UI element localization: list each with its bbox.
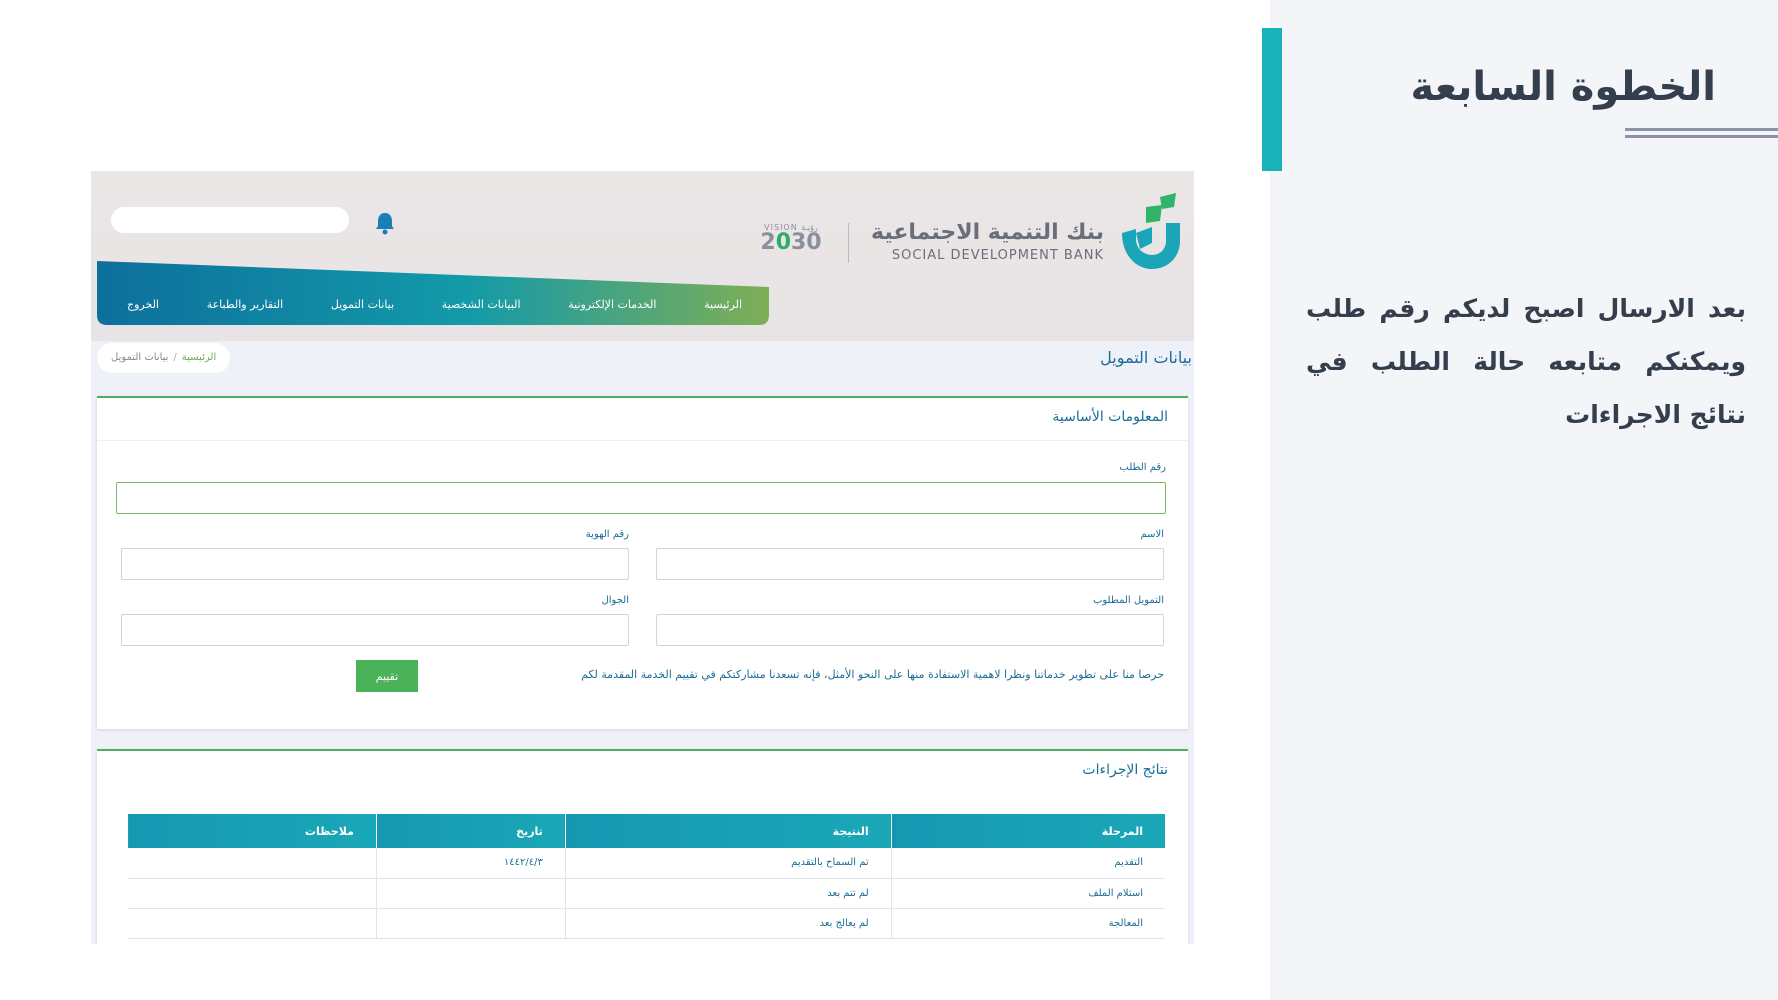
table-row (128, 848, 1166, 878)
procedure-results-title: نتائج الإجراءات (1082, 762, 1168, 778)
breadcrumb (97, 343, 230, 373)
date-cell: ١٤٤٢/٤/٣ (376, 848, 565, 878)
id-number-label: رقم الهوية (585, 529, 629, 540)
stage-cell: استلام الملف (891, 878, 1165, 908)
name-label: الاسم (1140, 529, 1164, 540)
nav-logout[interactable]: الخروج (127, 298, 159, 311)
page-title: بيانات التمويل (1100, 348, 1192, 367)
column-header-date: تاريخ (376, 814, 565, 848)
request-number-label: رقم الطلب (1119, 462, 1166, 473)
basic-info-title: المعلومات الأساسية (1052, 409, 1168, 425)
accent-bar (1262, 28, 1282, 171)
step-title: الخطوة السابعة (1410, 64, 1716, 110)
column-header-notes: ملاحظات (128, 814, 377, 848)
card-divider (97, 440, 1188, 441)
result-cell: تم السماح بالتقديم (565, 848, 891, 878)
search-input[interactable] (111, 207, 349, 233)
portal-screenshot (91, 171, 1194, 944)
breadcrumb-home[interactable]: الرئيسية (181, 352, 217, 363)
date-cell (376, 878, 565, 908)
financing-label: التمويل المطلوب (1092, 595, 1164, 606)
name-field[interactable] (656, 548, 1164, 580)
rating-prompt: حرصا منا على تطوير خدماتنا ونظرا لاهمية الاستفادة منها على النحو الأمثل، فإنه تسعدنا مشاركتكم في تقييم الخدمة المقدمة لكم (581, 668, 1164, 681)
breadcrumb-separator: / (173, 352, 177, 363)
mobile-label: الجوال (601, 595, 629, 606)
instruction-panel (1270, 0, 1778, 1000)
table-row (128, 908, 1166, 938)
bank-logo-icon (1116, 193, 1182, 271)
bank-name-english: SOCIAL DEVELOPMENT BANK (891, 248, 1104, 263)
rate-service-button[interactable]: تقييم (356, 660, 418, 692)
column-header-result: النتيجة (565, 814, 891, 848)
notes-cell (128, 848, 377, 878)
nav-reports-printing[interactable]: التقارير والطباعة (206, 298, 284, 311)
main-nav (127, 298, 742, 318)
stage-cell: المعالجة (891, 908, 1165, 938)
financing-field[interactable] (656, 614, 1164, 646)
notes-cell (128, 908, 377, 938)
bell-icon[interactable] (374, 211, 396, 235)
bank-name-arabic: بنك التنمية الاجتماعية (871, 220, 1104, 245)
vision-year: 2030 (760, 230, 822, 255)
title-underline (1625, 128, 1778, 140)
request-number-field[interactable] (116, 482, 1166, 514)
logo-divider (848, 223, 849, 263)
nav-e-services[interactable]: الخدمات الإلكترونية (568, 298, 657, 311)
step-description: بعد الارسال اصبح لديكم رقم طلب ويمكنكم متابعه حالة الطلب في نتائج الاجراءات (1306, 294, 1746, 429)
vision-small-text: VISION رؤيـة (764, 223, 818, 232)
result-cell: لم تتم بعد (565, 878, 891, 908)
date-cell (376, 908, 565, 938)
basic-info-card (97, 396, 1188, 729)
vision-2030-logo (758, 223, 824, 265)
nav-home[interactable]: الرئيسية (704, 298, 742, 311)
stage-cell: التقديم (891, 848, 1165, 878)
breadcrumb-current: بيانات التمويل (111, 352, 169, 363)
mobile-field[interactable] (121, 614, 629, 646)
column-header-stage: المرحلة (891, 814, 1165, 848)
result-cell: لم يعالج بعد (565, 908, 891, 938)
nav-financing-data[interactable]: بيانات التمويل (330, 298, 395, 311)
table-header-row (128, 814, 1166, 848)
procedure-results-table (127, 814, 1165, 939)
notes-cell (128, 878, 377, 908)
nav-personal-data[interactable]: البيانات الشخصية (441, 298, 521, 311)
id-number-field[interactable] (121, 548, 629, 580)
procedure-results-card (97, 749, 1188, 944)
table-row (128, 878, 1166, 908)
